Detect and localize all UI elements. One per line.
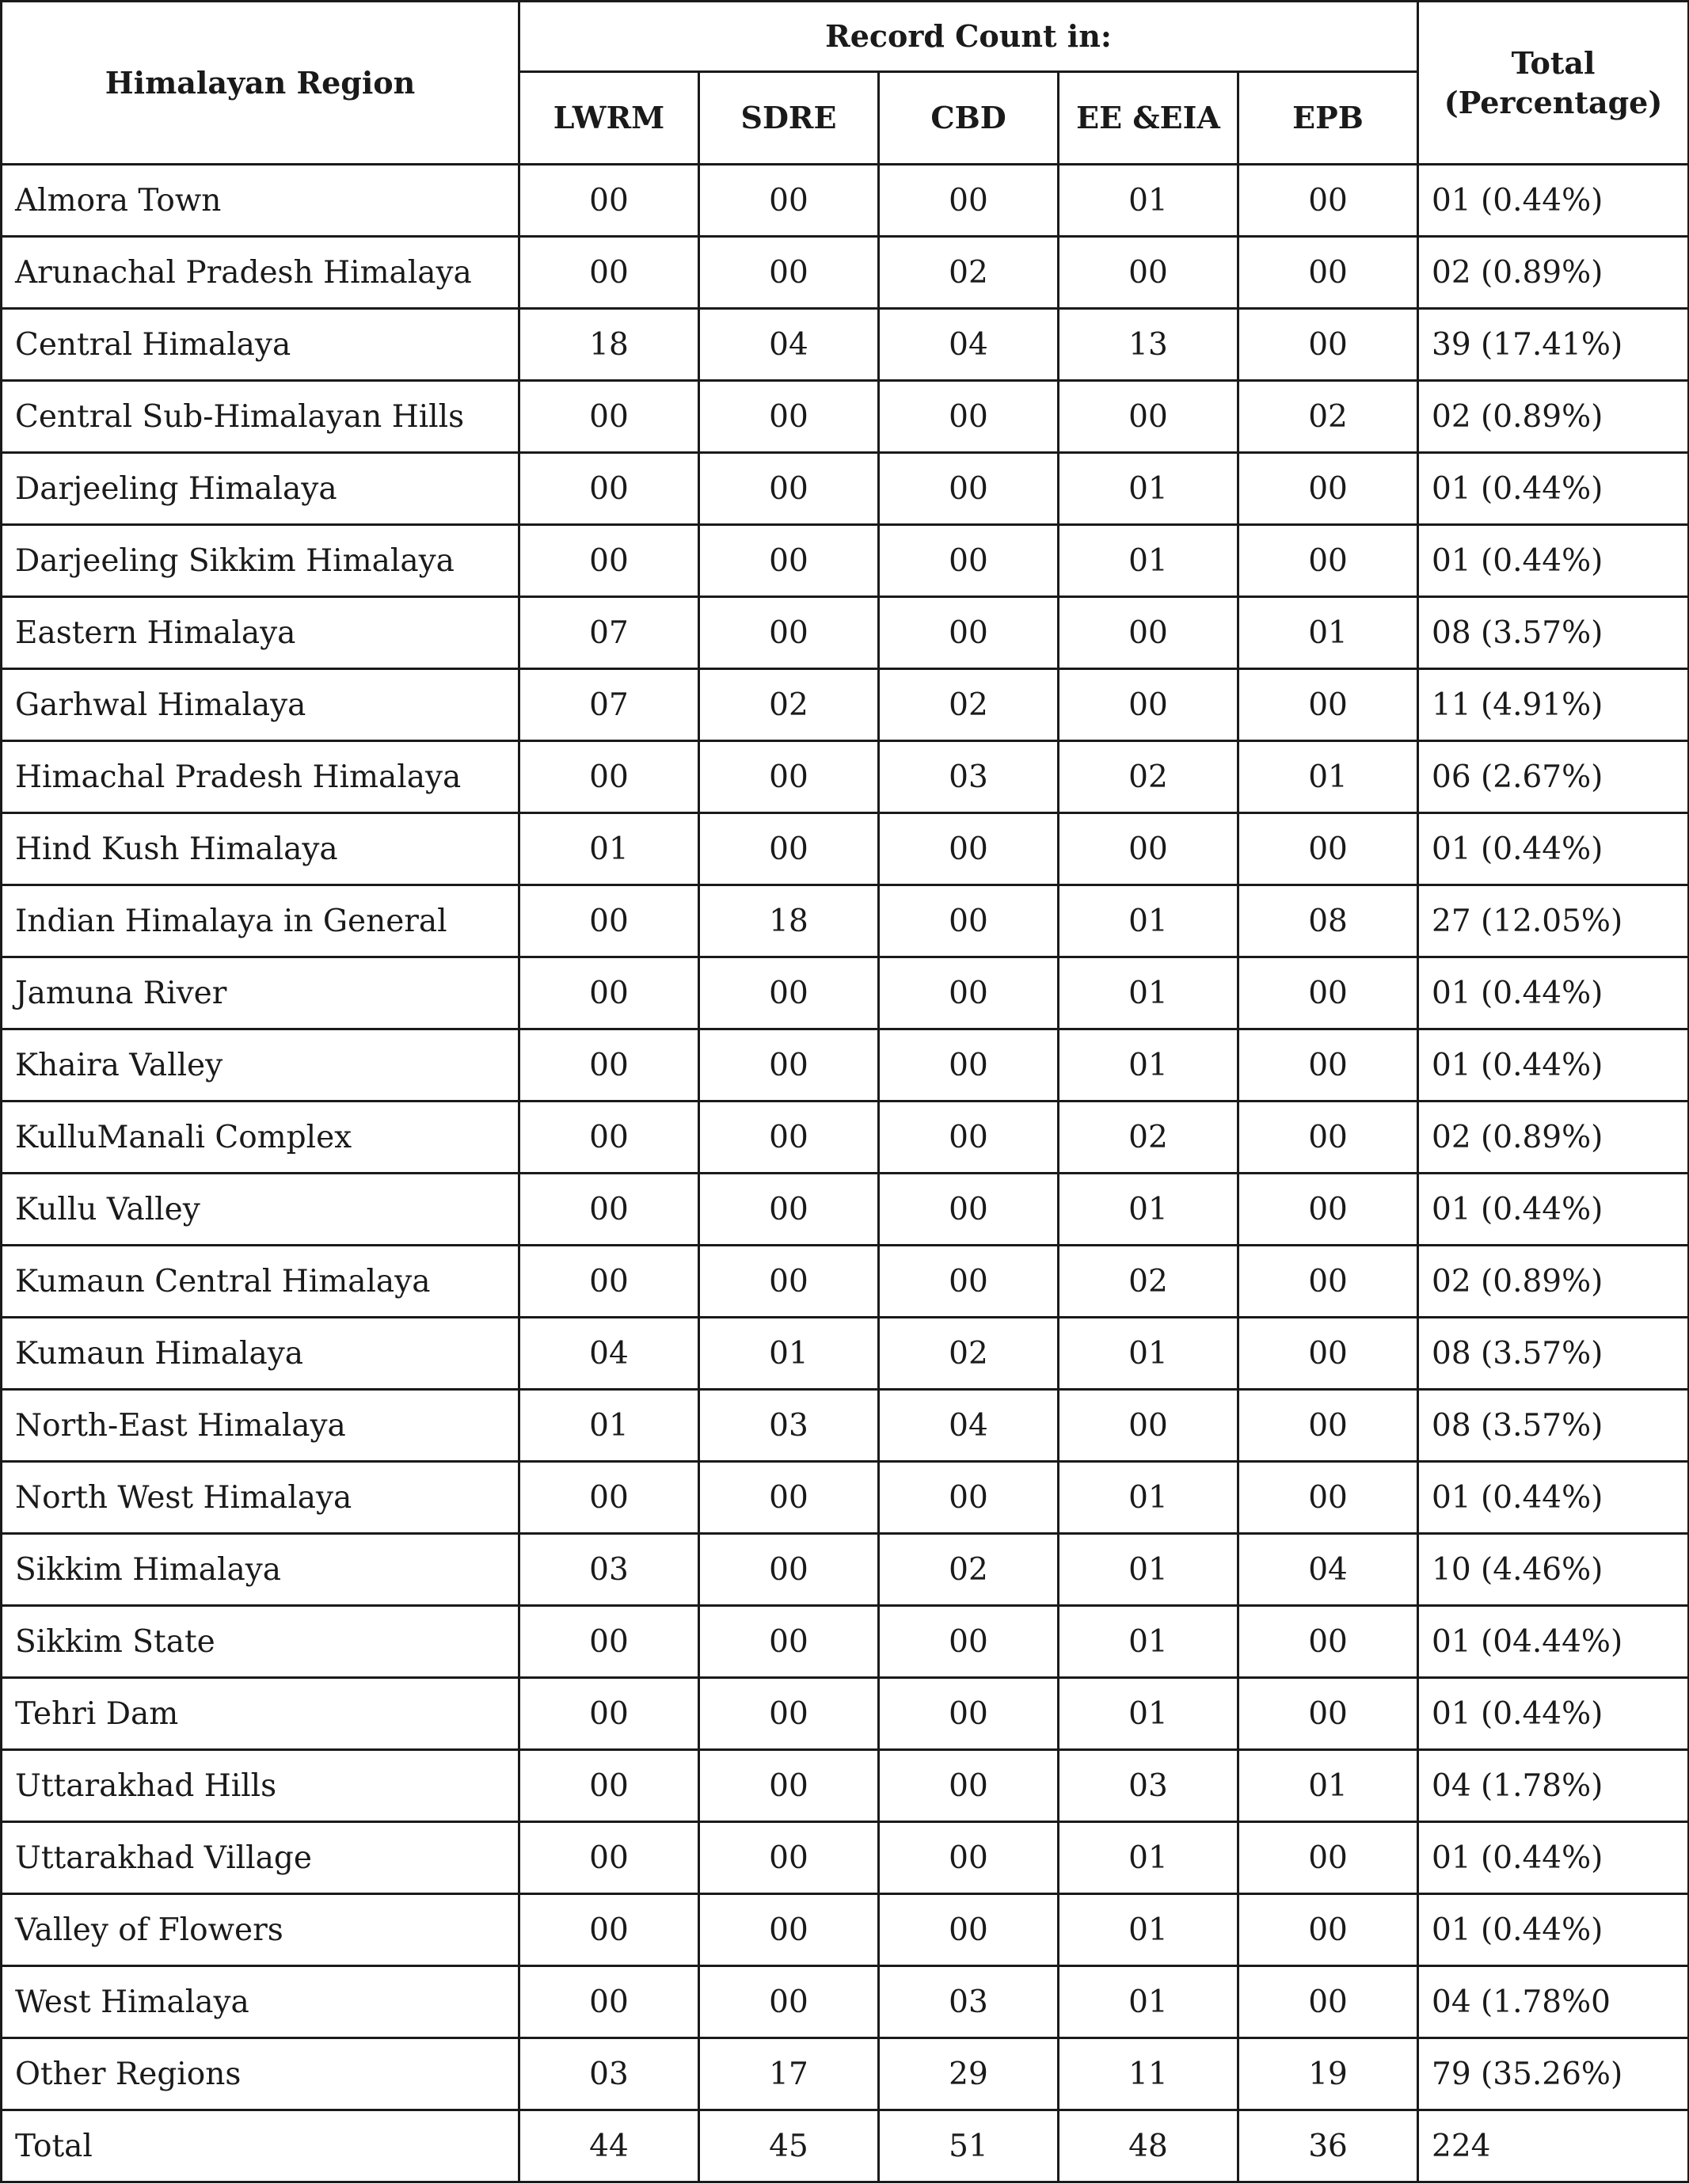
count-cell: 00 bbox=[1238, 1102, 1418, 1174]
count-cell: 03 bbox=[519, 1534, 699, 1606]
count-cell: 00 bbox=[699, 1894, 879, 1966]
column-header-cbd: CBD bbox=[879, 72, 1059, 165]
count-cell: 18 bbox=[699, 885, 879, 957]
count-cell: 00 bbox=[1238, 1246, 1418, 1318]
region-cell: KulluManali Complex bbox=[2, 1102, 519, 1174]
count-cell: 29 bbox=[879, 2038, 1059, 2110]
count-cell: 00 bbox=[879, 1462, 1059, 1534]
region-cell: North West Himalaya bbox=[2, 1462, 519, 1534]
count-cell: 00 bbox=[699, 1606, 879, 1678]
region-cell: Eastern Himalaya bbox=[2, 597, 519, 669]
region-cell: Kullu Valley bbox=[2, 1174, 519, 1246]
count-cell: 00 bbox=[1238, 813, 1418, 885]
column-header-sdre: SDRE bbox=[699, 72, 879, 165]
region-cell: Other Regions bbox=[2, 2038, 519, 2110]
count-cell: 03 bbox=[699, 1390, 879, 1462]
total-cell: 02 (0.89%) bbox=[1418, 1246, 1689, 1318]
total-cell: 08 (3.57%) bbox=[1418, 1390, 1689, 1462]
region-cell: Hind Kush Himalaya bbox=[2, 813, 519, 885]
count-cell: 07 bbox=[519, 669, 699, 741]
count-cell: 02 bbox=[879, 1318, 1059, 1390]
count-cell: 00 bbox=[1238, 1462, 1418, 1534]
total-cell: 01 (0.44%) bbox=[1418, 1462, 1689, 1534]
count-cell: 11 bbox=[1059, 2038, 1238, 2110]
region-cell: Uttarakhad Hills bbox=[2, 1750, 519, 1822]
table-row bbox=[2, 453, 1689, 525]
region-cell: Kumaun Himalaya bbox=[2, 1318, 519, 1390]
count-cell: 00 bbox=[879, 453, 1059, 525]
count-cell: 00 bbox=[879, 381, 1059, 453]
region-cell: Tehri Dam bbox=[2, 1678, 519, 1750]
total-cell: 01 (0.44%) bbox=[1418, 957, 1689, 1029]
count-cell: 01 bbox=[699, 1318, 879, 1390]
count-cell: 00 bbox=[879, 1029, 1059, 1102]
count-cell: 01 bbox=[1238, 597, 1418, 669]
count-cell: 00 bbox=[519, 1246, 699, 1318]
count-cell: 01 bbox=[1238, 1750, 1418, 1822]
table-row bbox=[2, 885, 1689, 957]
count-cell: 00 bbox=[879, 1102, 1059, 1174]
count-cell: 00 bbox=[879, 885, 1059, 957]
count-cell: 00 bbox=[1238, 1894, 1418, 1966]
table-row bbox=[2, 237, 1689, 309]
count-cell: 01 bbox=[1059, 1318, 1238, 1390]
count-cell: 00 bbox=[699, 1822, 879, 1894]
count-cell: 00 bbox=[699, 1246, 879, 1318]
count-cell: 00 bbox=[519, 1822, 699, 1894]
region-cell: Uttarakhad Village bbox=[2, 1822, 519, 1894]
region-cell: Central Sub-Himalayan Hills bbox=[2, 381, 519, 453]
region-cell: Arunachal Pradesh Himalaya bbox=[2, 237, 519, 309]
total-cell: 01 (0.44%) bbox=[1418, 1822, 1689, 1894]
count-cell: 00 bbox=[519, 165, 699, 237]
count-cell: 00 bbox=[879, 525, 1059, 597]
count-cell: 00 bbox=[1238, 1966, 1418, 2038]
count-cell: 04 bbox=[879, 309, 1059, 381]
count-cell: 00 bbox=[1059, 597, 1238, 669]
count-cell: 00 bbox=[519, 1894, 699, 1966]
count-cell: 00 bbox=[879, 597, 1059, 669]
count-cell: 00 bbox=[1238, 1318, 1418, 1390]
count-cell: 03 bbox=[519, 2038, 699, 2110]
count-cell: 03 bbox=[1059, 1750, 1238, 1822]
total-cell: 02 (0.89%) bbox=[1418, 1102, 1689, 1174]
column-header-lwrm: LWRM bbox=[519, 72, 699, 165]
count-cell: 00 bbox=[699, 165, 879, 237]
table-row bbox=[2, 669, 1689, 741]
count-cell: 01 bbox=[1059, 957, 1238, 1029]
table-row bbox=[2, 1029, 1689, 1102]
table-row bbox=[2, 1678, 1689, 1750]
count-cell: 00 bbox=[519, 237, 699, 309]
total-cell: 04 (1.78%0 bbox=[1418, 1966, 1689, 2038]
count-cell: 03 bbox=[879, 741, 1059, 813]
count-cell: 00 bbox=[519, 1750, 699, 1822]
total-cell: 08 (3.57%) bbox=[1418, 1318, 1689, 1390]
region-cell: Sikkim State bbox=[2, 1606, 519, 1678]
count-cell: 00 bbox=[1238, 453, 1418, 525]
count-cell: 51 bbox=[879, 2110, 1059, 2182]
count-cell: 44 bbox=[519, 2110, 699, 2182]
count-cell: 01 bbox=[1059, 525, 1238, 597]
total-cell: 224 bbox=[1418, 2110, 1689, 2182]
count-cell: 00 bbox=[699, 957, 879, 1029]
count-cell: 00 bbox=[519, 525, 699, 597]
count-cell: 00 bbox=[1238, 165, 1418, 237]
table-row bbox=[2, 813, 1689, 885]
table-row bbox=[2, 1390, 1689, 1462]
total-column-header bbox=[1418, 2, 1689, 165]
count-cell: 01 bbox=[519, 813, 699, 885]
count-cell: 00 bbox=[879, 1606, 1059, 1678]
total-cell: 01 (0.44%) bbox=[1418, 165, 1689, 237]
region-cell: Sikkim Himalaya bbox=[2, 1534, 519, 1606]
total-cell: 10 (4.46%) bbox=[1418, 1534, 1689, 1606]
count-cell: 00 bbox=[699, 453, 879, 525]
column-header-epb: EPB bbox=[1238, 72, 1418, 165]
count-cell: 00 bbox=[519, 1462, 699, 1534]
count-cell: 00 bbox=[699, 1750, 879, 1822]
count-cell: 00 bbox=[1238, 1678, 1418, 1750]
total-cell: 39 (17.41%) bbox=[1418, 309, 1689, 381]
count-cell: 00 bbox=[1238, 1606, 1418, 1678]
table-row bbox=[2, 957, 1689, 1029]
count-cell: 00 bbox=[699, 525, 879, 597]
count-cell: 00 bbox=[879, 1174, 1059, 1246]
total-cell: 01 (04.44%) bbox=[1418, 1606, 1689, 1678]
count-cell: 07 bbox=[519, 597, 699, 669]
table-row bbox=[2, 2038, 1689, 2110]
region-cell: Darjeeling Himalaya bbox=[2, 453, 519, 525]
count-cell: 00 bbox=[519, 885, 699, 957]
total-header-line1: Total bbox=[1511, 45, 1596, 82]
total-cell: 01 (0.44%) bbox=[1418, 453, 1689, 525]
total-cell: 79 (35.26%) bbox=[1418, 2038, 1689, 2110]
count-cell: 00 bbox=[1059, 1390, 1238, 1462]
count-cell: 00 bbox=[879, 1822, 1059, 1894]
table-row bbox=[2, 525, 1689, 597]
count-cell: 00 bbox=[879, 165, 1059, 237]
count-cell: 00 bbox=[879, 1750, 1059, 1822]
count-cell: 00 bbox=[1238, 957, 1418, 1029]
region-cell: Total bbox=[2, 2110, 519, 2182]
region-cell: Khaira Valley bbox=[2, 1029, 519, 1102]
count-cell: 00 bbox=[699, 381, 879, 453]
count-cell: 13 bbox=[1059, 309, 1238, 381]
table-row bbox=[2, 381, 1689, 453]
count-cell: 00 bbox=[1238, 309, 1418, 381]
count-cell: 00 bbox=[1059, 237, 1238, 309]
count-cell: 01 bbox=[1238, 741, 1418, 813]
table-row bbox=[2, 1606, 1689, 1678]
count-cell: 00 bbox=[699, 813, 879, 885]
count-cell: 00 bbox=[519, 1029, 699, 1102]
count-cell: 00 bbox=[699, 1678, 879, 1750]
total-cell: 11 (4.91%) bbox=[1418, 669, 1689, 741]
count-cell: 00 bbox=[699, 237, 879, 309]
count-cell: 48 bbox=[1059, 2110, 1238, 2182]
count-cell: 17 bbox=[699, 2038, 879, 2110]
count-cell: 45 bbox=[699, 2110, 879, 2182]
count-cell: 01 bbox=[1059, 1678, 1238, 1750]
count-cell: 00 bbox=[519, 1966, 699, 2038]
count-cell: 00 bbox=[519, 453, 699, 525]
count-cell: 00 bbox=[879, 813, 1059, 885]
count-cell: 00 bbox=[1059, 381, 1238, 453]
total-cell: 01 (0.44%) bbox=[1418, 1174, 1689, 1246]
count-cell: 00 bbox=[519, 957, 699, 1029]
count-cell: 00 bbox=[1059, 813, 1238, 885]
count-cell: 00 bbox=[699, 1029, 879, 1102]
region-cell: Kumaun Central Himalaya bbox=[2, 1246, 519, 1318]
count-cell: 00 bbox=[699, 741, 879, 813]
total-cell: 27 (12.05%) bbox=[1418, 885, 1689, 957]
total-cell: 04 (1.78%) bbox=[1418, 1750, 1689, 1822]
count-cell: 01 bbox=[1059, 1966, 1238, 2038]
total-cell: 01 (0.44%) bbox=[1418, 1678, 1689, 1750]
region-cell: West Himalaya bbox=[2, 1966, 519, 2038]
count-cell: 00 bbox=[879, 1894, 1059, 1966]
total-cell: 08 (3.57%) bbox=[1418, 597, 1689, 669]
total-cell: 01 (0.44%) bbox=[1418, 525, 1689, 597]
count-cell: 01 bbox=[1059, 1174, 1238, 1246]
region-cell: North-East Himalaya bbox=[2, 1390, 519, 1462]
count-cell: 01 bbox=[1059, 1894, 1238, 1966]
table-row bbox=[2, 1534, 1689, 1606]
count-cell: 00 bbox=[699, 1174, 879, 1246]
count-cell: 01 bbox=[1059, 165, 1238, 237]
table-row bbox=[2, 1462, 1689, 1534]
region-cell: Darjeeling Sikkim Himalaya bbox=[2, 525, 519, 597]
count-cell: 00 bbox=[519, 1174, 699, 1246]
count-cell: 02 bbox=[1238, 381, 1418, 453]
count-cell: 00 bbox=[1238, 1822, 1418, 1894]
count-cell: 03 bbox=[879, 1966, 1059, 2038]
region-cell: Garhwal Himalaya bbox=[2, 669, 519, 741]
count-cell: 04 bbox=[699, 309, 879, 381]
region-cell: Valley of Flowers bbox=[2, 1894, 519, 1966]
count-cell: 02 bbox=[699, 669, 879, 741]
table-row bbox=[2, 1318, 1689, 1390]
count-cell: 00 bbox=[1238, 237, 1418, 309]
region-cell: Almora Town bbox=[2, 165, 519, 237]
count-cell: 00 bbox=[519, 381, 699, 453]
count-cell: 00 bbox=[699, 1534, 879, 1606]
count-cell: 04 bbox=[519, 1318, 699, 1390]
region-cell: Indian Himalaya in General bbox=[2, 885, 519, 957]
count-cell: 02 bbox=[1059, 1246, 1238, 1318]
count-cell: 00 bbox=[519, 741, 699, 813]
count-cell: 00 bbox=[1059, 669, 1238, 741]
total-cell: 06 (2.67%) bbox=[1418, 741, 1689, 813]
count-cell: 00 bbox=[699, 1966, 879, 2038]
table-row bbox=[2, 165, 1689, 237]
table-row bbox=[2, 1174, 1689, 1246]
total-cell: 01 (0.44%) bbox=[1418, 1029, 1689, 1102]
total-cell: 01 (0.44%) bbox=[1418, 813, 1689, 885]
count-cell: 00 bbox=[519, 1606, 699, 1678]
count-cell: 00 bbox=[699, 1102, 879, 1174]
table-row bbox=[2, 1750, 1689, 1822]
count-cell: 01 bbox=[1059, 885, 1238, 957]
count-cell: 00 bbox=[1238, 525, 1418, 597]
count-cell: 02 bbox=[1059, 741, 1238, 813]
table-row bbox=[2, 1102, 1689, 1174]
count-cell: 01 bbox=[1059, 1606, 1238, 1678]
table-row bbox=[2, 2110, 1689, 2182]
table-header bbox=[2, 2, 1689, 165]
count-cell: 01 bbox=[1059, 453, 1238, 525]
count-cell: 00 bbox=[699, 1462, 879, 1534]
count-cell: 02 bbox=[1059, 1102, 1238, 1174]
count-cell: 19 bbox=[1238, 2038, 1418, 2110]
count-cell: 00 bbox=[519, 1102, 699, 1174]
table-row bbox=[2, 309, 1689, 381]
table-row bbox=[2, 1894, 1689, 1966]
count-cell: 00 bbox=[1238, 1029, 1418, 1102]
count-cell: 04 bbox=[1238, 1534, 1418, 1606]
region-cell: Jamuna River bbox=[2, 957, 519, 1029]
count-cell: 00 bbox=[519, 1678, 699, 1750]
total-cell: 01 (0.44%) bbox=[1418, 1894, 1689, 1966]
table-row bbox=[2, 1822, 1689, 1894]
count-cell: 02 bbox=[879, 669, 1059, 741]
count-cell: 18 bbox=[519, 309, 699, 381]
table-body bbox=[2, 165, 1689, 2182]
count-cell: 00 bbox=[1238, 669, 1418, 741]
count-cell: 01 bbox=[1059, 1029, 1238, 1102]
record-count-group-header: Record Count in: bbox=[519, 2, 1418, 72]
count-cell: 00 bbox=[1238, 1390, 1418, 1462]
count-cell: 00 bbox=[879, 1678, 1059, 1750]
total-cell: 02 (0.89%) bbox=[1418, 381, 1689, 453]
region-cell: Himachal Pradesh Himalaya bbox=[2, 741, 519, 813]
count-cell: 00 bbox=[699, 597, 879, 669]
region-cell: Central Himalaya bbox=[2, 309, 519, 381]
table-row bbox=[2, 741, 1689, 813]
header-row-top bbox=[2, 2, 1689, 72]
total-cell: 02 (0.89%) bbox=[1418, 237, 1689, 309]
table-row bbox=[2, 597, 1689, 669]
count-cell: 00 bbox=[879, 957, 1059, 1029]
table-row bbox=[2, 1966, 1689, 2038]
count-cell: 04 bbox=[879, 1390, 1059, 1462]
column-header-ee-eia: EE &EIA bbox=[1059, 72, 1238, 165]
count-cell: 02 bbox=[879, 1534, 1059, 1606]
count-cell: 02 bbox=[879, 237, 1059, 309]
count-cell: 08 bbox=[1238, 885, 1418, 957]
count-cell: 01 bbox=[1059, 1462, 1238, 1534]
table-row bbox=[2, 1246, 1689, 1318]
count-cell: 00 bbox=[879, 1246, 1059, 1318]
count-cell: 01 bbox=[1059, 1534, 1238, 1606]
total-header-line2: (Percentage) bbox=[1444, 84, 1663, 120]
count-cell: 01 bbox=[519, 1390, 699, 1462]
count-cell: 36 bbox=[1238, 2110, 1418, 2182]
count-cell: 00 bbox=[1238, 1174, 1418, 1246]
count-cell: 01 bbox=[1059, 1822, 1238, 1894]
region-column-header: Himalayan Region bbox=[2, 2, 519, 165]
